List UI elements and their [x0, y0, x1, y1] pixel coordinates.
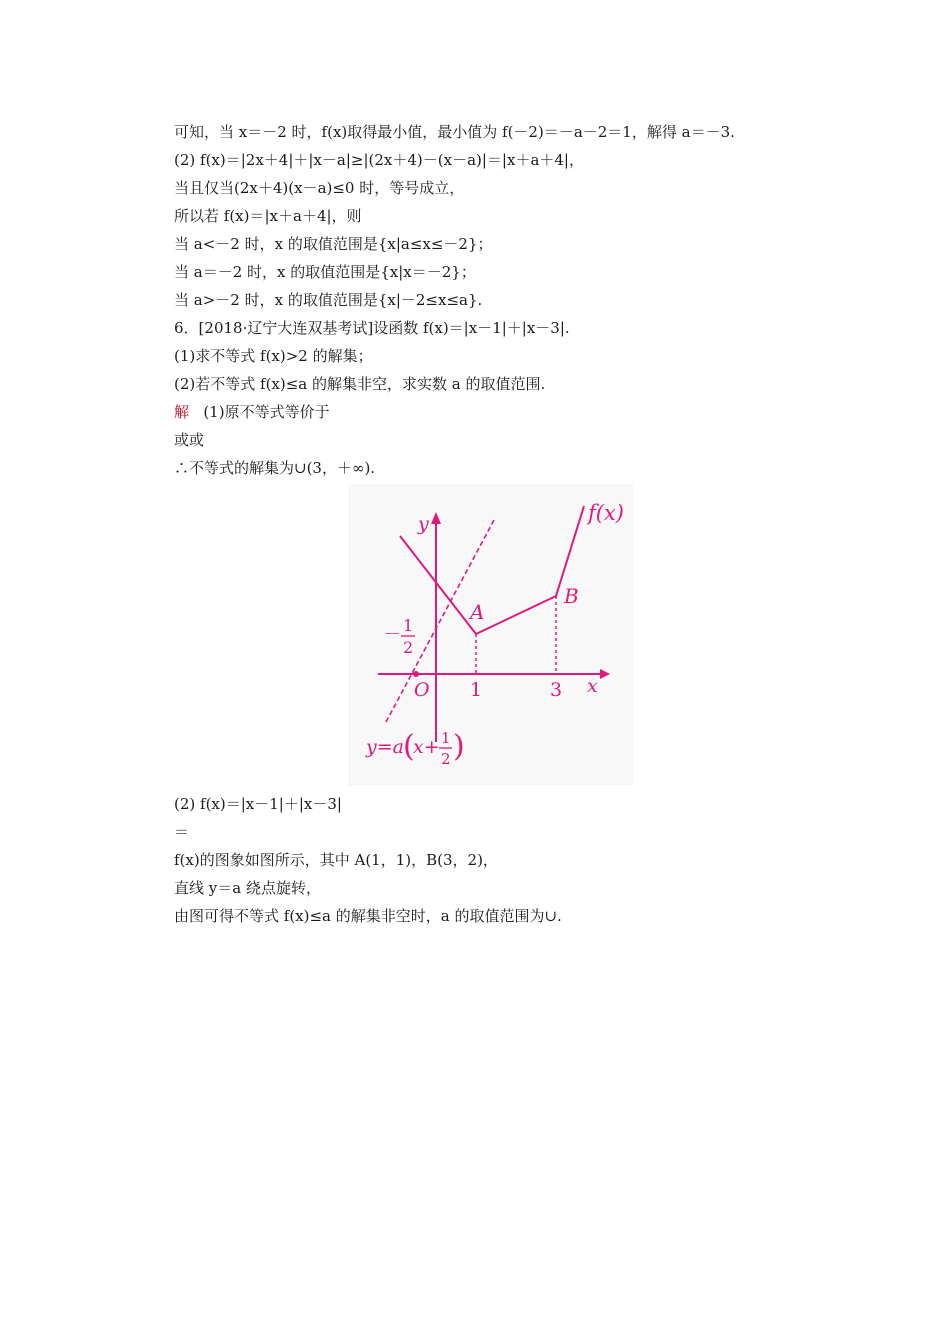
y-axis-label: y — [418, 513, 429, 535]
rotation-point — [413, 671, 419, 677]
text-line: 当 a<－2 时，x 的取值范围是{x|a≤x≤－2}； — [174, 235, 493, 253]
solution-text: (1)原不等式等价于 — [189, 403, 330, 421]
text-line: 所以若 f(x)＝|x＋a＋4|，则 — [174, 207, 362, 225]
problem-6-part-2: (2)若不等式 f(x)≤a 的解集非空，求实数 a 的取值范围. — [174, 375, 546, 393]
tick-label-3: 3 — [550, 679, 563, 701]
text-line: 当且仅当(2x＋4)(x－a)≤0 时，等号成立， — [174, 179, 465, 197]
curve-label: f(x) — [588, 501, 625, 525]
x-axis-label: x — [587, 675, 598, 697]
text-line: f(x)的图象如图所示，其中 A(1，1)，B(3，2)， — [174, 851, 498, 869]
text-line: 可知，当 x＝－2 时，f(x)取得最小值，最小值为 f(－2)＝－a－2＝1，解得 a＝－3. — [174, 123, 735, 141]
text-line: 由图可得不等式 f(x)≤a 的解集非空时，a 的取值范围为∪. — [174, 907, 562, 925]
origin-label: O — [414, 679, 430, 701]
line-label-denominator: 2 — [441, 750, 451, 768]
text-line: 直线 y＝a 绕点旋转， — [174, 879, 321, 897]
line-label-x: x+ — [413, 736, 440, 758]
line-label-numerator: 1 — [441, 729, 451, 747]
function-graph-figure — [348, 484, 633, 786]
problem-6-statement: 6．[2018·辽宁大连双基考试]设函数 f(x)＝|x－1|＋|x－3|. — [174, 319, 570, 337]
line-label-prefix: y=a — [366, 736, 404, 758]
neg-half-minus: － — [384, 625, 401, 645]
line-label-right-paren: ) — [453, 729, 465, 764]
text-line: (2) f(x)＝|x－1|＋|x－3| — [174, 795, 342, 813]
line-label-left-paren: ( — [403, 729, 415, 764]
text-line: 当 a>－2 时，x 的取值范围是{x|－2≤x≤a}. — [174, 291, 483, 309]
solution-label: 解 — [174, 403, 190, 421]
neg-half-numerator: 1 — [403, 616, 414, 635]
problem-6-part-1: (1)求不等式 f(x)>2 的解集； — [174, 347, 373, 365]
neg-half-denominator: 2 — [403, 638, 414, 657]
text-line: (2) f(x)＝|2x＋4|＋|x－a|≥|(2x＋4)－(x－a)|＝|x＋a＋4|， — [174, 151, 584, 169]
text-line: 或或 — [174, 431, 205, 449]
point-a-label: A — [470, 600, 485, 624]
solution-line — [174, 402, 330, 422]
text-line: ∴不等式的解集为∪(3，＋∞). — [174, 459, 376, 477]
text-line: ＝ — [174, 823, 190, 841]
point-b-label: B — [564, 584, 579, 608]
text-line: 当 a＝－2 时，x 的取值范围是{x|x＝－2}； — [174, 263, 476, 281]
tick-label-1: 1 — [470, 679, 483, 701]
